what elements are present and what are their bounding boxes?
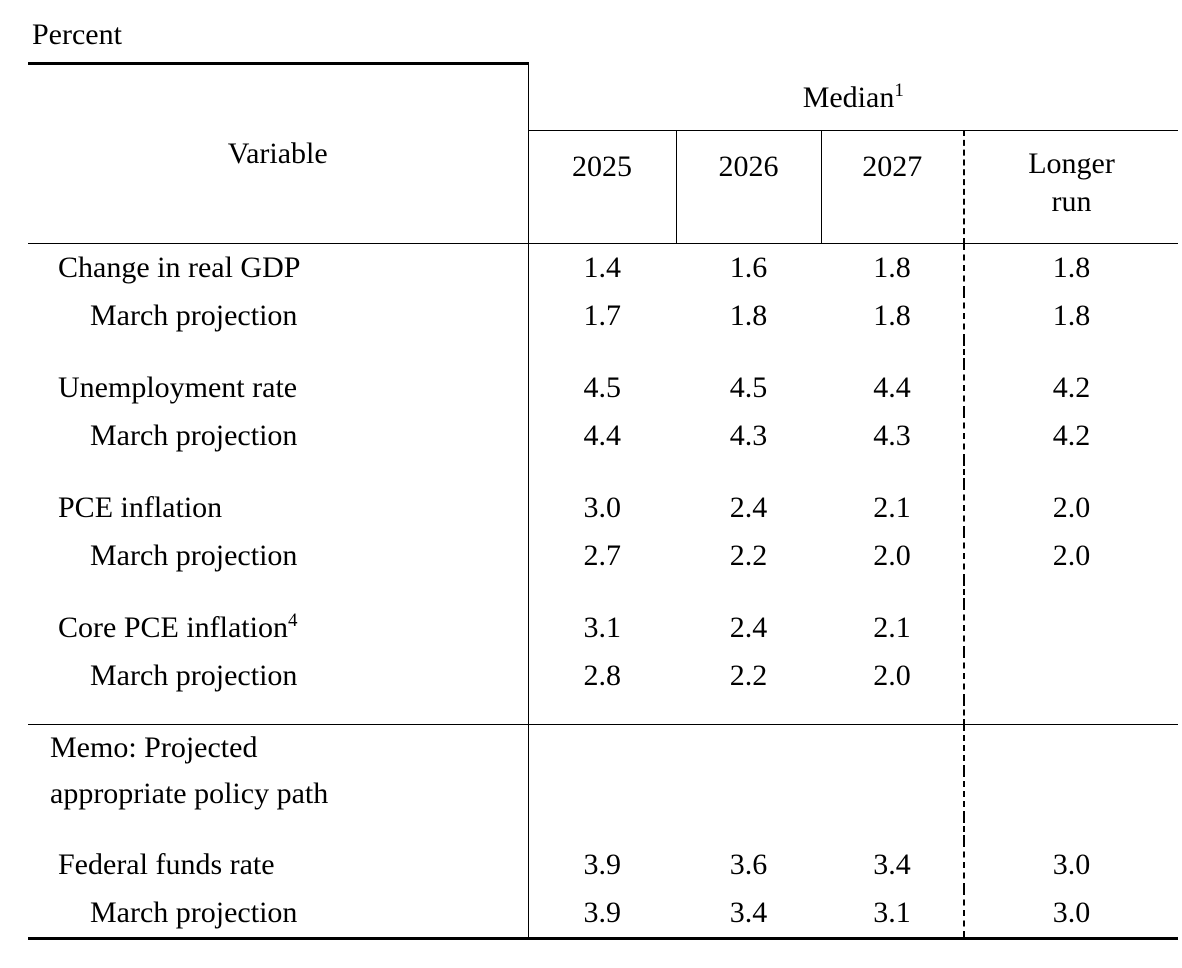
row-spacer (28, 817, 1178, 841)
year-header-2025: 2025 (528, 130, 676, 243)
cell-2027: 1.8 (873, 298, 911, 332)
longer-run-line2: run (1051, 184, 1092, 218)
cell-2026: 3.6 (729, 847, 768, 881)
table-row (28, 841, 1178, 889)
cell-longer-run: 2.0 (964, 532, 1178, 580)
cell-longer-run: 4.2 (964, 412, 1178, 460)
longer-run-line1: Longer (1028, 146, 1115, 180)
memo-row-line1 (28, 724, 1178, 771)
row-spacer (28, 580, 1178, 604)
median-footnote-marker: 1 (894, 79, 904, 101)
table-row (28, 292, 1178, 340)
memo-row-line2 (28, 771, 1178, 817)
row-label (28, 532, 528, 580)
row-label (28, 889, 528, 939)
cell-longer-run: 2.0 (964, 484, 1178, 532)
table-row (28, 484, 1178, 532)
row-label-text: March projection (90, 298, 298, 332)
row-label (28, 652, 528, 700)
cell-longer-run: 4.2 (964, 364, 1178, 412)
row-label (28, 412, 528, 460)
cell-2026: 1.6 (676, 243, 821, 292)
year-header-2027: 2027 (862, 149, 923, 183)
table-row (28, 412, 1178, 460)
table-header-row-median (28, 64, 1178, 131)
cell-2026: 3.4 (676, 889, 821, 939)
cell-2025: 3.0 (583, 490, 621, 524)
cell-2025: 3.9 (528, 889, 676, 939)
row-footnote-marker: 4 (287, 609, 298, 631)
cell-2026: 1.8 (729, 298, 768, 332)
cell-2027: 1.8 (821, 243, 964, 292)
row-spacer (28, 700, 1178, 725)
cell-2027: 2.0 (873, 658, 911, 692)
cell-2025: 1.7 (583, 298, 621, 332)
row-label-text: March projection (90, 895, 298, 929)
cell-2025: 1.4 (528, 243, 676, 292)
variable-header-label: Variable (227, 136, 328, 170)
cell-2027: 2.0 (873, 538, 911, 572)
cell-2025: 4.5 (583, 370, 621, 404)
memo-label-line1: Memo: Projected (28, 724, 528, 771)
economic-projections-table (28, 62, 1178, 940)
cell-2027: 3.4 (873, 847, 911, 881)
variable-header-cell (28, 64, 528, 244)
cell-longer-run (964, 604, 1178, 652)
row-label (28, 364, 528, 412)
row-spacer (28, 460, 1178, 484)
median-header-cell (528, 64, 1178, 131)
cell-longer-run: 1.8 (964, 243, 1178, 292)
row-label-text: March projection (90, 538, 298, 572)
cell-2027: 4.3 (873, 418, 911, 452)
cell-2025: 2.8 (583, 658, 621, 692)
row-label (28, 484, 528, 532)
median-header-label: Median (802, 80, 895, 114)
memo-label-line2: appropriate policy path (28, 771, 528, 817)
cell-longer-run: 3.0 (964, 841, 1178, 889)
year-header-2026: 2026 (676, 130, 821, 243)
units-label: Percent (32, 18, 122, 51)
table-row (28, 652, 1178, 700)
row-spacer (28, 340, 1178, 364)
cell-longer-run: 1.8 (964, 292, 1178, 340)
cell-longer-run (964, 652, 1178, 700)
table-row (28, 243, 1178, 292)
row-label-text: March projection (90, 658, 298, 692)
cell-longer-run: 3.0 (964, 889, 1178, 939)
table-row (28, 364, 1178, 412)
cell-2027: 3.1 (821, 889, 964, 939)
cell-2026: 2.2 (729, 658, 768, 692)
row-label (28, 604, 528, 652)
cell-2026: 4.3 (729, 418, 768, 452)
cell-2026: 2.2 (729, 538, 768, 572)
row-label-text: March projection (90, 418, 298, 452)
table-row (28, 532, 1178, 580)
row-label (28, 243, 528, 292)
row-label (28, 841, 528, 889)
cell-2025: 4.4 (583, 418, 621, 452)
cell-2026: 4.5 (729, 370, 768, 404)
table-row (28, 889, 1178, 939)
row-label-text: Change in real GDP (58, 250, 301, 284)
row-label-text: PCE inflation (58, 490, 223, 524)
row-label-text: Federal funds rate (58, 847, 275, 881)
cell-2027: 4.4 (873, 370, 911, 404)
cell-2027: 2.1 (873, 490, 911, 524)
table-row (28, 604, 1178, 652)
cell-2025: 2.7 (583, 538, 621, 572)
cell-2025: 3.9 (583, 847, 621, 881)
row-label-text: Unemployment rate (58, 370, 298, 404)
row-label-text: Core PCE inflation (58, 610, 288, 644)
cell-2027: 2.1 (873, 610, 911, 644)
row-label (28, 292, 528, 340)
year-header-longer-run (964, 130, 1178, 243)
cell-2026: 2.4 (729, 610, 768, 644)
cell-2026: 2.4 (729, 490, 768, 524)
cell-2025: 3.1 (583, 610, 621, 644)
